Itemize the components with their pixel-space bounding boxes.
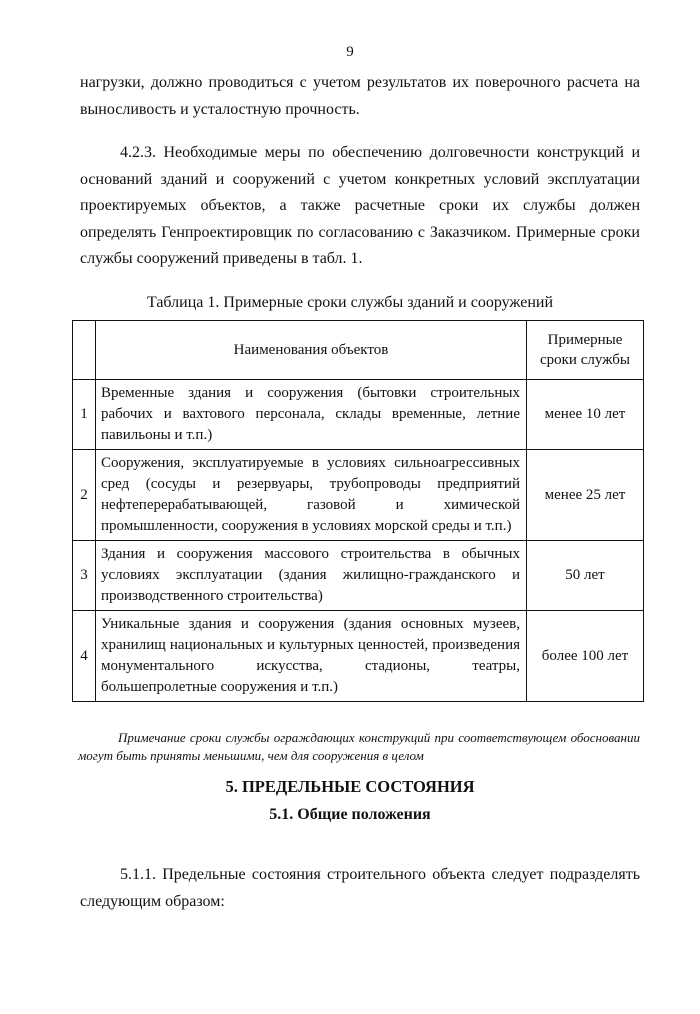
page-number: 9: [346, 44, 354, 60]
row-number: 3: [73, 541, 96, 611]
row-name: Уникальные здания и сооружения (здания основных музеев, хранилищ национальных и культурных ценностей, произведения монументального искусства, стадионы, театры, большепролетные сооружения и т.п.): [96, 611, 527, 702]
header-number: [73, 321, 96, 380]
table-caption: Таблица 1. Примерные сроки службы зданий и сооружений: [146, 294, 554, 311]
row-number: 2: [73, 450, 96, 541]
paragraph-4-2-3: 4.2.3. Необходимые меры по обеспечению долговечности конструкций и оснований зданий и сооружений с учетом конкретных условий эксплуатации проектируемых объектов, а также расчетные сроки их службы должен определять Генпроектировщик по согласованию с Заказчиком. Примерные сроки службы сооружений приведены в табл. 1.: [80, 144, 640, 267]
service-life-table: [72, 320, 644, 702]
table-row: [73, 380, 644, 450]
table-note: Примечание сроки службы ограждающих конструкций при соответствующем обосновании могут быть приняты меньшими, чем для сооружения в целом: [78, 730, 640, 763]
row-name: Здания и сооружения массового строительства в обычных условиях эксплуатации (здания жилищно-гражданского и производственного строительства): [96, 541, 527, 611]
paragraph-5-1-1: 5.1.1. Предельные состояния строительного объекта следует подразделять следующим образом:: [80, 866, 640, 910]
row-term: 50 лет: [527, 541, 644, 611]
row-number: 1: [73, 380, 96, 450]
row-term: менее 10 лет: [527, 380, 644, 450]
row-term: более 100 лет: [527, 611, 644, 702]
row-number: 4: [73, 611, 96, 702]
table-row: [73, 541, 644, 611]
row-term: менее 25 лет: [527, 450, 644, 541]
row-name: Временные здания и сооружения (бытовки строительных рабочих и вахтового персонала, склады временные, летние павильоны и т.п.): [96, 380, 527, 450]
header-name: Наименования объектов: [96, 321, 527, 380]
paragraph-continuation: нагрузки, должно проводиться с учетом результатов их поверочного расчета на выносливость и усталостную прочность.: [80, 74, 640, 118]
table-row: [73, 611, 644, 702]
table-row: [73, 450, 644, 541]
row-name: Сооружения, эксплуатируемые в условиях сильноагрессивных сред (сосуды и резервуары, трубопроводы предприятий нефтеперерабатывающей, газовой и химической промышленности, сооружения в условиях морской среды и т.п.): [96, 450, 527, 541]
subsection-heading: 5.1. Общие положения: [269, 806, 431, 823]
header-term: Примерные сроки службы: [527, 321, 644, 380]
section-heading: 5. ПРЕДЕЛЬНЫЕ СОСТОЯНИЯ: [225, 777, 475, 796]
table-header-row: [73, 321, 644, 380]
